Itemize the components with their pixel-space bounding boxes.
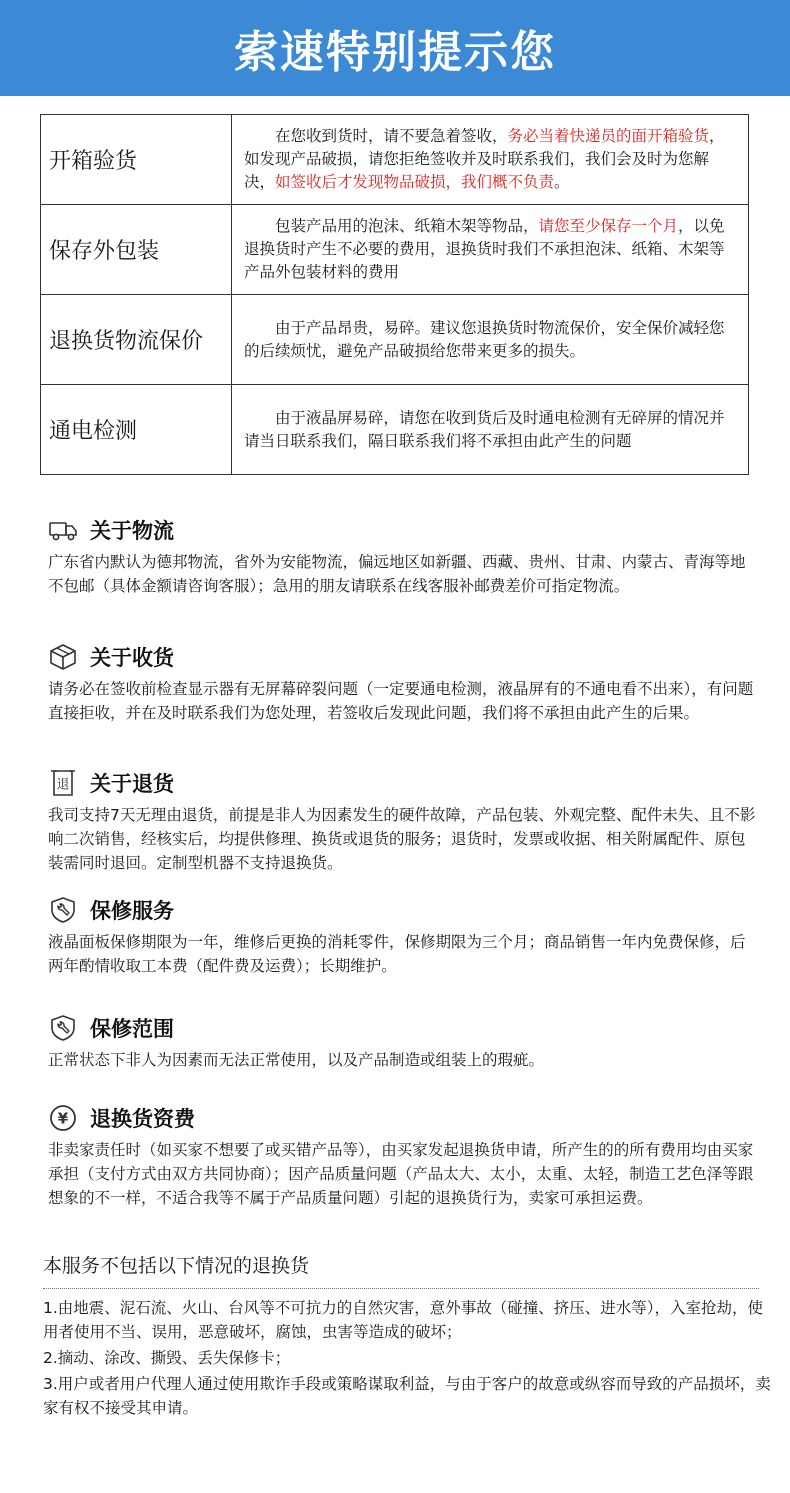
notice-row (41, 205, 749, 295)
section-header (48, 1102, 760, 1134)
notice-text: 由于产品昂贵，易碎。建议您退换货时物流保价，安全保价减轻您的后续烦忧，避免产品破损给您带来更多的损失。 (232, 295, 749, 385)
notice-label: 退换货物流保价 (41, 295, 232, 385)
exclusion-item: 2.摘动、涂改、撕毁、丢失保修卡； (43, 1349, 291, 1367)
box-icon (48, 642, 78, 672)
section-header (48, 894, 760, 926)
notice-row (41, 385, 749, 475)
wrench-shield-icon (48, 1013, 78, 1043)
section-body: 请务必在签收前检查显示器有无屏幕碎裂问题（一定要通电检测，液晶屏有的不通电看不出来），有问题直接拒收，并在及时联系我们为您处理，若签收后发现此问题，我们将不承担由此产生的后果。 (48, 680, 754, 722)
section-receiving (48, 641, 760, 725)
exclusions-list (43, 1296, 778, 1422)
notice-table (40, 114, 749, 475)
section-body: 广东省内默认为德邦物流，省外为安能物流，偏远地区如新疆、西藏、贵州、甘肃、内蒙古、青海等地不包邮（具体金额请咨询客服）；急用的朋友请联系在线客服补邮费差价可指定物流。 (48, 553, 746, 595)
section-body: 非卖家责任时（如买家不想要了或买错产品等），由买家发起退换货申请，所产生的的所有费用均由买家承担（支付方式由双方共同协商）；因产品质量问题（产品太大、太小，太重、太轻，制造工艺色泽等跟想象的不一样，不适合我等不属于产品质量问题）引起的退换货行为，卖家可承担运费。 (48, 1141, 754, 1207)
page-title: 索速特别提示您 (234, 27, 556, 78)
wrench-shield-icon (48, 895, 78, 925)
section-title: 关于收货 (90, 646, 174, 670)
truck-icon (48, 515, 78, 545)
svg-text:退: 退 (56, 777, 70, 793)
notice-text: 包装产品用的泡沫、纸箱木架等物品，请您至少保存一个月，以免退换货时产生不必要的费用，退换货时我们不承担泡沫、纸箱、木架等产品外包装材料的费用 (232, 205, 749, 295)
section-returns (48, 767, 760, 875)
notice-row (41, 295, 749, 385)
section-logistics (48, 514, 760, 598)
exclusion-item: 3.用户或者用户代理人通过使用欺诈手段或策略谋取利益，与由于客户的故意或纵容而导致的产品损坏，卖家有权不接受其申请。 (43, 1375, 771, 1417)
return-icon (48, 768, 78, 798)
yen-icon (48, 1103, 78, 1133)
section-body: 正常状态下非人为因素而无法正常使用，以及产品制造或组装上的瑕疵。 (48, 1051, 545, 1069)
notice-text: 在您收到货时，请不要急着签收，务必当着快递员的面开箱验货，如发现产品破损，请您拒绝签收并及时联系我们，我们会及时为您解决，如签收后才发现物品破损，我们概不负责。 (232, 115, 749, 205)
section-warranty-service (48, 894, 760, 978)
section-title: 关于物流 (90, 519, 174, 543)
section-warranty-scope (48, 1012, 760, 1072)
notice-label: 开箱验货 (41, 115, 232, 205)
section-return-fees (48, 1102, 760, 1210)
section-header (48, 767, 760, 799)
notice-label: 通电检测 (41, 385, 232, 475)
section-body: 我司支持7天无理由退货，前提是非人为因素发生的硬件故障，产品包装、外观完整、配件未失、且不影响二次销售，经核实后，均提供修理、换货或退货的服务；退货时，发票或收据、相关附属配件、原包装需同时退回。定制型机器不支持退换货。 (48, 806, 756, 872)
exclusion-item: 1.由地震、泥石流、火山、台风等不可抗力的自然灾害，意外事故（碰撞、挤压、进水等），入室抢劫，使用者使用不当、误用，恶意破坏，腐蚀，虫害等造成的破坏； (43, 1299, 764, 1341)
header-banner (0, 0, 790, 96)
notice-text: 由于液晶屏易碎，请您在收到货后及时通电检测有无碎屏的情况并请当日联系我们，隔日联系我们将不承担由此产生的问题 (232, 385, 749, 475)
svg-text:¥: ¥ (57, 1109, 69, 1128)
notice-row (41, 115, 749, 205)
section-title: 保修范围 (90, 1017, 174, 1041)
section-title: 保修服务 (90, 899, 174, 923)
section-header (48, 641, 760, 673)
notice-label: 保存外包装 (41, 205, 232, 295)
section-title: 关于退货 (90, 772, 174, 796)
section-header (48, 514, 760, 546)
section-header (48, 1012, 760, 1044)
section-body: 液晶面板保修期限为一年，维修后更换的消耗零件，保修期限为三个月；商品销售一年内免费保修，后两年酌情收取工本费（配件费及运费）；长期维护。 (48, 933, 746, 975)
section-title: 退换货资费 (90, 1107, 195, 1131)
exclusions-title: 本服务不包括以下情况的退换货 (43, 1251, 759, 1289)
